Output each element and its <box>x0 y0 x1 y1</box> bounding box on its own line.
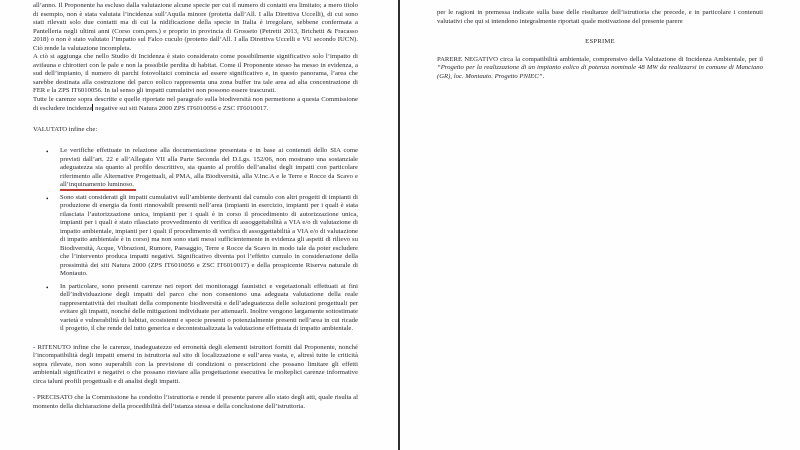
bullet-item-verifiche <box>33 147 358 190</box>
page-left[interactable] <box>0 0 398 450</box>
parere-text: PARERE NEGATIVO circa la compatibilità ambientale, comprensivo della Valutazione di Incidenza Ambientale, per il <box>437 55 763 63</box>
paragraph-continuation: all’anno. Il Proponente ha escluso dalla valutazione alcune specie per cui il numero di contatti era limitato; a mero titolo di esempio, non è stata valutata l’incidenza sull’Aquila minore (protetta dall’All. I alla Direttiva Uccelli), di cui sono stati rilevati solo due contatti ma di cui la nidificazione della specie in Italia è irregolare, sebbene confermata a Pantelleria negli ultimi anni (Corso com.pers.) e proprio in provincia di Grosseto (Petretti 2013, Brichetti & Fracasso 2018) o non è stato valutato l’impatto sul Falco cuculo (protetto dall’All. I alla Direttiva Uccelli e VU secondo IUCN). Ciò rende la valutazione incompleta. <box>33 2 358 52</box>
paragraph-ritenuto: - RITENUTO infine che le carenze, inadeguatezze ed erroneità degli elementi istruttori forniti dal Proponente, nonché l’incompatibilità degli impatti emersi in istruttoria sul sito di localizzazione e sull’area vasta, e, altresì tutte le criticità sopra rilevate, non sono superabili con la previsione di condizioni o prescrizioni che possano limitare gli effetti ambientali significativi e negativi o che possano rinviare alla progettazione esecutiva le molteplici carenze informative circa taluni profili progettuali e di analisi degli impatti. <box>33 343 358 385</box>
bullet-marker-icon: • <box>46 194 49 203</box>
bullet-text: Sono stati considerati gli impatti cumulativi sull’ambiente derivanti dal cumulo con altri progetti di impianti di produzione di energia da fonti rinnovabili presenti nell’area (impianti in esercizio, impianti per i quali è stata rilasciata l’autorizzazione unica, impianti per i quali è in corso il procedimento di autorizzazione unica, impianti per i quali è stato rilasciato provvedimento di verifica di assoggettabilità a VIA e/o di valutazione di impatto ambientale, impianti per i quali il procedimento di verifica di assoggettabilità a VIA e/o di valutazione di impatto ambientale è in corso) ma non sono stati messi sufficientemente in evidenza gli aspetti di rilievo su Biodiversità, Acque, Vibrazioni, Rumore, Paesaggio, Terre e Rocce da Scavo in modo tale da poter escludere che l’intervento produca impatti negativi. Significativo diventa poi l’effetto cumulo in considerazione della prossimità dei siti Natura 2000 (ZPS IT6010056 e ZSC IT6010017) e della prospicente Riserva naturale di Montauto. <box>60 193 358 277</box>
paragraph-premessa: per le ragioni in premessa indicate sulla base delle risultanze dell’istruttoria che precede, e in particolare i contenuti valutativi che qui si intendono integralmente riportati quale motivazione del presente parere <box>437 9 763 25</box>
paragraph-conclusion-natura2000 <box>33 96 358 114</box>
page-right[interactable] <box>400 0 800 450</box>
bullet-item-carenze-report <box>33 283 358 334</box>
bullet-text <box>60 147 358 190</box>
paragraph-parere-negativo <box>437 56 763 82</box>
bullet-list <box>33 147 358 334</box>
bullet-text-segment: Le verifiche effettuate in relazione alla documentazione presentata e in base ai contenuti dello SIA come previsti dall’art. 22 e all’Allegato VII alla Parte Seconda del D.Lgs. 152/06, non mostrano una sostanziale adeguatezza sia quanto al profilo descrittivo, sia quanto al profilo dell’analisi degli impatti con particolare riferimento alle Alternative Progettuali, al PMA, alla Biodiversità, alla V.Inc.A e le Terre e Rocce da Scavo e <box>60 147 358 180</box>
paragraph-precisato: - PRECISATO che la Commissione ha condotto l’istruttoria e rende il presente parere allo stato degli atti, quale risulta al momento della dichiarazione della procedibilità dell’istanza stessa e della conclusione dell’istruttoria. <box>33 394 358 410</box>
bullet-marker-icon: • <box>46 283 49 292</box>
parere-text: . <box>542 72 545 80</box>
bullet-item-impatti-cumulativi <box>33 194 358 279</box>
bullet-marker-icon: • <box>46 148 49 156</box>
paragraph-cumulative-impacts: A ciò si aggiunga che nello Studio di Incidenza è stato considerato come possibilmente significativo solo l’impatto di avifauna e chirotteri con le pale e non la possibile perdita di habitat. Come il Proponente stesso ha messo in evidenza, a sud dell’impianto, il numero di parchi fotovoltaici comincia ad essere significativo e, in questo panorama, l’area che sarebbe destinata alla costruzione del parco eolico rappresenta una zona buffer tra tale area ad alta concentrazione di FER e la ZPS IT6010056. In tal senso gli impatti cumulativi non possono essere trascurati. <box>33 53 358 94</box>
project-title-quote: “Progetto per la realizzazione di un impianto eolico di potenza nominale 48 MW da realizzarsi in comune di Manciano (GR), loc. Montauto. Progetto PNIEC” <box>437 64 763 80</box>
esprime-heading: ESPRIME <box>585 38 615 45</box>
bullet-text: In particolare, sono presenti carenze nei report dei monitoraggi faunistici e vegetazionali effettuati ai fini dell’individuazione degli impatti del parco che non consentono una adeguata valutazione della reale rappresentatività dei risultati della componente biodiversità e dell’adeguatezza delle soluzioni progettuali per evitare gli impatti, nonché delle mitigazioni individuate per attenuarli. Inoltre vengono largamente sottostimate varietà e vulnerabilità di habitat, ecosistemi e specie presenti o potenzialmente presenti nell’area in cui ricade il progetto, il che rende del tutto generica e decontestualizzata la valutazione effettuata di impatto ambientale. <box>60 282 358 332</box>
valutato-heading: VALUTATO infine che: <box>33 125 98 133</box>
red-underline-annotation: all’inquinamento luminoso. <box>60 181 136 191</box>
paragraph-text: Tutte le carenze sopra descritte e quelle riportate nel paragrafo sulla biodiversità non permettono a questa Commissione di escludere incidenze <box>33 95 358 112</box>
paragraph-text: negative sui siti Natura 2000 ZPS IT6010056 e ZSC IT6010017. <box>93 105 269 112</box>
